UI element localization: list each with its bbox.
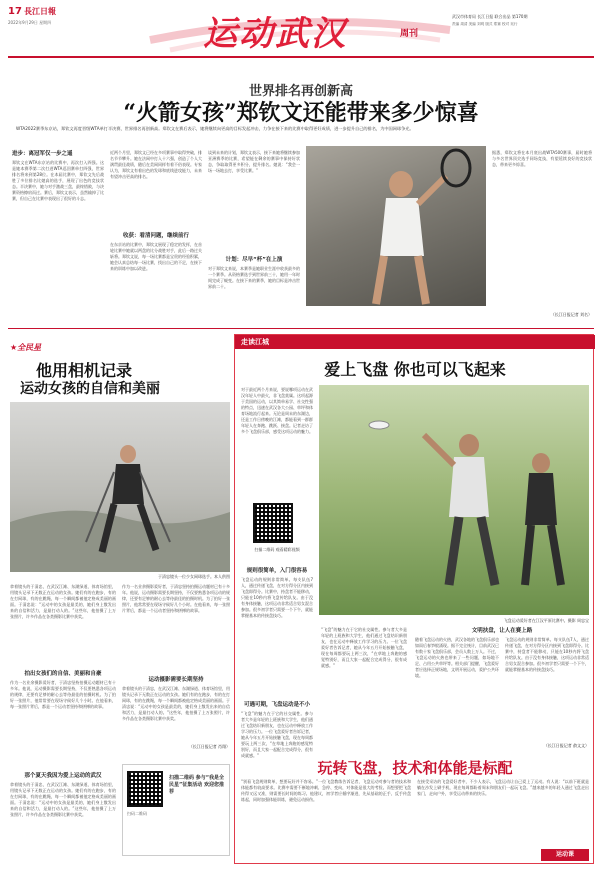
frisbee-col-3: 随着飞盘运动的火热，武汉各地的飞盘俱乐部也如雨后春笋般涌现。据不完全统计，目前武汉已有数十家飞盘俱乐部，会员人数上万人。不过，飞盘运动的火热也带来了一些问题，如场地不足、占用公共草坪等。相关部门提醒，飞盘爱好者应选择正规场地，文明开展运动，爱护公共环境。 bbox=[415, 637, 499, 678]
frisbee-col-1b: “飞盘”的魅力在于它的社交属性。参与者大多是年轻的上班族和大学生，他们通过飞盘结识新朋友，也在运动中释放工作学习的压力。一位飞盘爱好者告诉记者，她从今年五月开始接触飞盘，现在每周都要玩上两三次，“在草地上奔跑的感觉特别好，而且大家一起配合完成得分，很有成就感。” bbox=[241, 711, 313, 758]
topic-rule: 世界排名再创新高 bbox=[248, 84, 353, 99]
frisbee-end-tag: 运动课 bbox=[541, 849, 589, 861]
frisbee-subhead-1: 规则很简单，入门很容易 bbox=[246, 568, 308, 574]
feature-photo-caption: 于清忠镜头一位少女网球选手。本人供图 bbox=[158, 574, 230, 579]
paper-logo: 長江日報 bbox=[24, 6, 56, 16]
section-divider bbox=[8, 328, 594, 329]
section-title: 运动武汉 bbox=[203, 14, 347, 54]
feature-col-1b: 作为一名业余摄影爱好者，于清忠坚持拍摄运动题材已有十多年。他说，运动摄影需要长期坚持，不仅要熟悉各项运动的规律，还要有足够的耐心去等待最佳的拍摄时机。为了拍好一张照片，他常常要在现场守候好几个小时。在他看来，每一张照片背后，都是一个运动者坚持和拼搏的故事。 bbox=[10, 680, 116, 709]
frisbee-qr-icon[interactable] bbox=[253, 503, 293, 543]
qr-label: 扫码二维码 bbox=[127, 811, 147, 816]
feature-col-1c: 拿着镜头的于清忠，在武汉江滩、东湖绿道、体育场馆里，用镜头记录下无数正在运动的女孩。她们有的在跑步，有的在打网球，有的在跳绳，每一个瞬间都被他定格成美丽的画面。于清忠说：“运动中的女孩是最美的，她们身上散发出来的自信和活力，是最打动人的。”这些年，他拍摄了上万张照片，许多作品在各类摄影比赛中获奖。 bbox=[10, 782, 116, 817]
qr-promo-text: 扫描二维码 参与“我是全民星”征集活动 欢迎您推荐 bbox=[169, 775, 225, 795]
feature-subhead-1: 拍出女孩们的自信、美丽和自豪 bbox=[24, 671, 102, 677]
feature-signoff: （长江日报记者 肖翔） bbox=[188, 744, 230, 749]
frisbee-band: 走读江城 bbox=[235, 335, 595, 349]
frisbee-col-5: 在接受采访的飞盘爱好者中，不少人表示，飞盘运动让自己爱上了运动。有人说：“以前下班就是躺在沙发上刷手机，现在每周都盼着周末和朋友们一起玩飞盘。”越来越多的年轻人通过飞盘走出家门，走向户外，享受运动带来的快乐。 bbox=[417, 779, 589, 796]
section-sub: 周刊 bbox=[400, 29, 419, 39]
frisbee-col-3b: 飞盘运动的规则非常简单。每支队伍7人，通过传递飞盘，在对方得分区内接到飞盘即得分。比赛中，持盘者不能移动，只能在10秒内将飞盘传给队友。由于没有身体接触，这项运动非常适合男女混合参加。很多初学者只需要一个下午，就能掌握基本的传接盘技巧。 bbox=[505, 637, 589, 672]
feature-col-1: 拿着镜头的于清忠，在武汉江滩、东湖绿道、体育场馆里，用镜头记录下无数正在运动的女孩。她们有的在跑步，有的在打网球，有的在跳绳，每一个瞬间都被他定格成美丽的画面。于清忠说：“运动中的女孩是最美的，她们身上散发出来的自信和活力，是最打动人的。”这些年，他拍摄了上万张照片，许多作品在各类摄影比赛中获奖。 bbox=[10, 584, 116, 619]
frisbee-qr-text: 扫描二维码 观看精彩视频 bbox=[254, 547, 300, 552]
feature-col-2: 作为一名业余摄影爱好者，于清忠坚持拍摄运动题材已有十多年。他说，运动摄影需要长期坚持，不仅要熟悉各项运动的规律，还要有足够的耐心去等待最佳的拍摄时机。为了拍好一张照片，他常常要在现场守候好几个小时。在他看来，每一张照片背后，都是一个运动者坚持和拼搏的故事。 bbox=[122, 584, 230, 613]
frisbee-col-1: 飞盘运动的规则非常简单。每支队伍7人，通过传递飞盘，在对方得分区内接到飞盘即得分。比赛中，持盘者不能移动，只能在10秒内将飞盘传给队友。由于没有身体接触，这项运动非常适合男女混合参加。很多初学者只需要一个下午，就能掌握基本的传接盘技巧。 bbox=[241, 577, 313, 618]
frisbee-panel bbox=[234, 334, 594, 864]
qr-code-icon[interactable] bbox=[127, 771, 163, 807]
tennis-photo bbox=[306, 146, 486, 306]
top-col-5: 对于郑钦文来说，本赛季是她职业生涯中收获最多的一个赛季。从资格赛选手到世界前三十，她用一年时间完成了蜕变。在接下来的赛季，她的目标是冲击世界前二十。 bbox=[208, 266, 300, 289]
tennis-player-icon bbox=[306, 146, 486, 306]
header-rule bbox=[8, 56, 594, 58]
frisbee-col-2: “飞盘”的魅力在于它的社交属性。参与者大多是年轻的上班族和大学生，他们通过飞盘结识新朋友，也在运动中释放工作学习的压力。一位飞盘爱好者告诉记者，她从今年五月开始接触飞盘，现在每周都要玩上两三次，“在草地上奔跑的感觉特别好，而且大家一起配合完成得分，很有成就感。” bbox=[321, 627, 407, 668]
column-tag: ★全民星 bbox=[10, 343, 42, 352]
frisbee-headline-2: 玩转飞盘，技术和体能是标配 bbox=[317, 759, 513, 777]
hiker-photo bbox=[10, 402, 230, 572]
frisbee-photo bbox=[319, 385, 589, 615]
header-credits-2: 责编 周清 美编 刘玥 版式 郑赛 校对 吴行 bbox=[452, 22, 518, 26]
feature-title-2: 运动女孩的自信和美丽 bbox=[20, 381, 160, 397]
feature-subhead-3: 那个夏天我因为爱上运动的武汉 bbox=[24, 773, 102, 779]
feature-title-1: 他用相机记录 bbox=[36, 361, 133, 380]
subhead-progress: 进步：离冠军仅一步之遥 bbox=[12, 151, 73, 157]
star-icon: ★ bbox=[10, 343, 18, 352]
lead: WTA2022赛季东京站，郑钦文再度晋级WTA单打半决赛，世界排名再创新高。郑钦文在赛后表示，她将继续向更高的目标发起冲击，力争在接下来的比赛中取得更好成绩，进一步提升自己的排名，为中国网球争光。 bbox=[16, 126, 414, 131]
frisbee-subhead-3: 文明扶盘，让人在赛上路 bbox=[471, 628, 533, 634]
feature-col-2b: 拿着镜头的于清忠，在武汉江滩、东湖绿道、体育场馆里，用镜头记录下无数正在运动的女孩。她们有的在跑步，有的在打网球，有的在跳绳，每一个瞬间都被他定格成美丽的画面。于清忠说：“运动中的女孩是最美的，她们身上散发出来的自信和活力，是最打动人的。”这些年，他拍摄了上万张照片，许多作品在各类摄影比赛中获奖。 bbox=[122, 686, 230, 721]
feature-subhead-2: 运动摄影需要长期坚持 bbox=[148, 677, 204, 683]
frisbee-title: 爱上飞盘 你也可以飞起来 bbox=[324, 360, 506, 379]
headline: “火箭女孩”郑钦文还能带来多少惊喜 bbox=[123, 100, 479, 126]
page-number: 17 bbox=[8, 6, 22, 17]
feature-panel bbox=[10, 334, 230, 864]
top-col-1: 郑钦文在WTA东京站的比赛中，再次打入四强。这是她本赛季第二次打进WTA巡回赛单打四强，世界排名将来到第28位。在本届比赛中，郑钦文先后战胜了多位排名比她高的选手，展现了出色的竞技状态。半决赛中，她与对手激战三盘，最终惜败，与决赛资格擦肩而过。赛后，郑钦文表示，虽然输掉了比赛，但自己在比赛中表现出了很好的斗志。 bbox=[12, 160, 104, 201]
frisbee-signoff: （长江日报记者 俞文文） bbox=[543, 743, 589, 748]
top-col-3: 在东京站的比赛中，郑钦文展现了稳定的发挥，在首轮比赛中她就以两盘的比分战胜对手，此后一路过关斩将。郑钦文说，每一场比赛都是宝贵的经验积累，她会认真总结每一场比赛，找出自己的不足，在接下来的训练中加以改进。 bbox=[110, 242, 202, 271]
top-col-2: 近两个月里，郑钦文已经在多项赛事中取得突破，排名节节攀升。她在法网中打入十六强，创造了个人大满贯最佳战绩，随后在美网同样有着不俗表现。专家认为，郑钦文有着出色的发球和底线进攻能力，未来有望冲击更高的排名。 bbox=[110, 150, 202, 179]
hiker-icon bbox=[10, 402, 230, 572]
header-credits-1: 武汉市体育局 长江日报 联合出品 第170期 bbox=[452, 14, 528, 19]
subhead-plan: 计划：尽早“杯”在上演 bbox=[225, 257, 283, 263]
top-col-6: 据悉，郑钦文将在本月底出战WTA500赛事，届时她将与多名世界顶尖选手同场竞技，有望延续良好的竞技状态，带来更多惊喜。 bbox=[492, 150, 592, 167]
frisbee-subhead-2: 可遇可期，飞盘运动是不小 bbox=[243, 702, 310, 708]
top-body bbox=[12, 150, 592, 320]
top-signoff: （长江日报记者 刘名） bbox=[550, 312, 592, 317]
subhead-harvest: 收获：看清问题，继续前行 bbox=[122, 233, 189, 239]
top-col-4: 谈到未来的计划，郑钦文表示，接下来她将继续参加亚洲赛季的比赛，希望能在剩余的赛事中保持好状态，争取取得更多积分，提升排名。她说：“我会一场一场地去打，享受比赛。” bbox=[208, 150, 300, 173]
frisbee-col-4: “别看飞盘规则简单，想要玩好并不容易。”一位飞盘教练告诉记者，飞盘运动对参与者的技术和体能都有较高要求。比赛中需要不断地冲刺、急停、变向，对体能是很大的考验。而想要把飞盘传得又远又准，则需要长时间的练习。他建议，初学者应循序渐进，先从基础的正手、反手传盘练起，同时加强体能训练，避免运动损伤。 bbox=[241, 779, 411, 802]
section-banner bbox=[150, 0, 450, 54]
frisbee-intro: 对于最近两个月来说，要说哪项运动在武汉年轻人中最火，非飞盘莫属。这项起源于美国的运动，以其简单易学、社交性强的特点，迅速在武汉各大公园、草坪和体育场地流行起来。无论是周末的东湖边，还是工作日傍晚的江滩，都能看到一群群年轻人在奔跑、跳跃、接盘。记者走访了多个飞盘俱乐部，感受这项运动的魅力。 bbox=[241, 387, 313, 434]
edition-date: 2022年9月29日 星期四 bbox=[8, 20, 52, 25]
frisbee-photo-caption: 飞盘运动爱好者在江汉平原比赛中。摄影 周忠宝 bbox=[503, 618, 589, 623]
feature-qr-box bbox=[122, 764, 230, 856]
frisbee-players-icon bbox=[319, 385, 589, 615]
